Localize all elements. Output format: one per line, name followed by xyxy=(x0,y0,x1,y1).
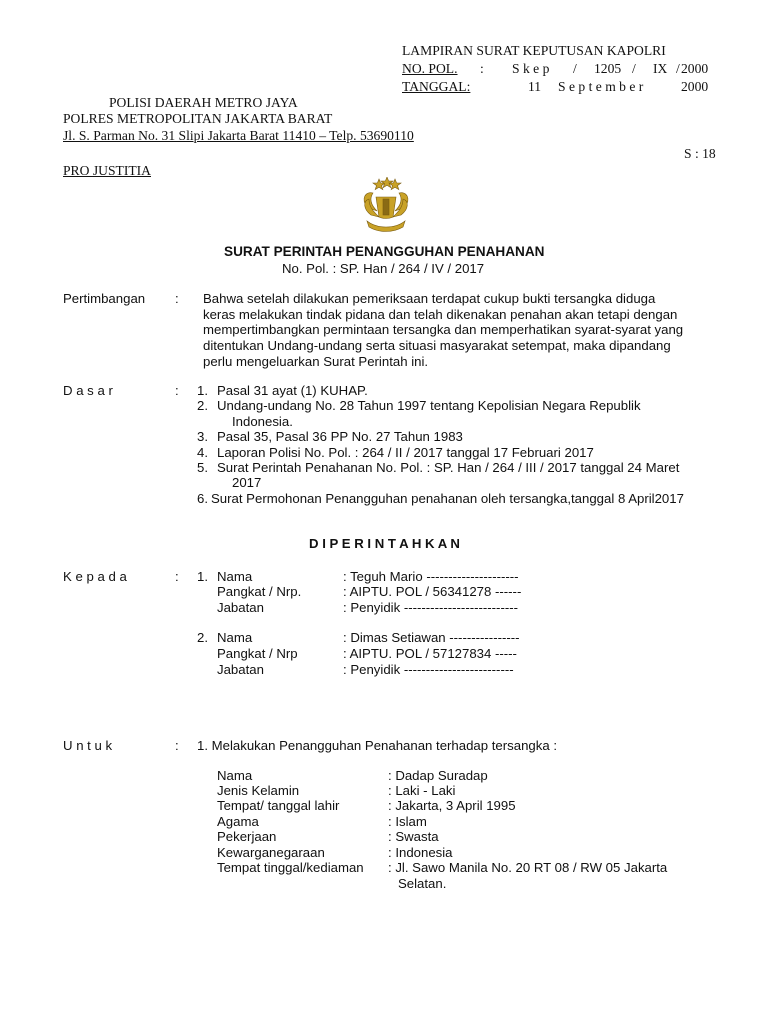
dasar-item-text: Pasal 35, Pasal 36 PP No. 27 Tahun 1983 xyxy=(217,429,463,444)
officer-pangkat-label: Pangkat / Nrp. xyxy=(217,584,302,599)
pertimbangan-line: ditentukan Undang-undang serta situasi masyarakat setempat, maka dipandang xyxy=(203,338,671,353)
suspect-value: : Jl. Sawo Manila No. 20 RT 08 / RW 05 Jakarta xyxy=(388,860,668,875)
dasar-item-text: Surat Permohonan Penangguhan penahanan oleh tersangka,tanggal 8 April2017 xyxy=(211,491,684,506)
lampiran-no-month: IX xyxy=(653,61,668,76)
dasar-item-num: 5. xyxy=(197,460,208,475)
dasar-item-num: 6. xyxy=(197,491,208,506)
officer-jabatan-value: : Penyidik -------------------------- xyxy=(343,600,519,615)
suspect-label: Agama xyxy=(217,814,259,829)
police-emblem-icon xyxy=(359,177,413,233)
suspect-value: : Islam xyxy=(388,814,427,829)
suspect-label: Tempat tinggal/kediaman xyxy=(217,860,364,875)
lampiran-no-slash: / xyxy=(573,61,577,76)
dasar-item-text: Laporan Polisi No. Pol. : 264 / II / 2017 tanggal 17 Februari 2017 xyxy=(217,445,594,460)
lampiran-no-number: 1205 xyxy=(594,61,622,76)
lampiran-tanggal-month: S e p t e m b e r xyxy=(558,79,644,94)
suspect-label: Tempat/ tanggal lahir xyxy=(217,798,340,813)
officer-num: 1. xyxy=(197,569,208,584)
suspect-label: Nama xyxy=(217,768,253,783)
officer-nama-value: : Dimas Setiawan ---------------- xyxy=(343,630,520,645)
lampiran-tanggal-row xyxy=(402,79,713,95)
suspect-value: : Laki - Laki xyxy=(388,783,456,798)
lampiran-no-slash: / xyxy=(632,61,636,76)
lampiran-no-skep: S k e p xyxy=(512,61,550,76)
kepada-label: K e p a d a xyxy=(63,569,127,584)
dasar-colon: : xyxy=(175,383,179,398)
officer-nama-label: Nama xyxy=(217,630,253,645)
officer-pangkat-value: : AIPTU. POL / 57127834 ----- xyxy=(343,646,517,661)
officer-jabatan-label: Jabatan xyxy=(217,600,264,615)
form-code: S : 18 xyxy=(684,146,716,161)
suspect-value: : Jakarta, 3 April 1995 xyxy=(388,798,516,813)
diperintahkan-heading: D I P E R I N T A H K A N xyxy=(309,536,460,551)
pertimbangan-line: perlu mengeluarkan Surat Perintah ini. xyxy=(203,354,429,369)
dasar-item-text: Pasal 31 ayat (1) KUHAP. xyxy=(217,383,368,398)
dasar-item-text: Indonesia. xyxy=(232,414,293,429)
kepada-colon: : xyxy=(175,569,179,584)
dasar-item-num: 1. xyxy=(197,383,208,398)
untuk-label: U n t u k xyxy=(63,738,113,753)
officer-pangkat-value: : AIPTU. POL / 56341278 ------ xyxy=(343,584,522,599)
dasar-item-text: Undang-undang No. 28 Tahun 1997 tentang Kepolisian Negara Republik xyxy=(217,398,641,413)
lampiran-tanggal-year: 2000 xyxy=(681,79,709,94)
officer-pangkat-label: Pangkat / Nrp xyxy=(217,646,298,661)
lampiran-no-row xyxy=(402,61,713,77)
dasar-item-num: 3. xyxy=(197,429,208,444)
dasar-item-num: 4. xyxy=(197,445,208,460)
officer-num: 2. xyxy=(197,630,208,645)
officer-nama-label: Nama xyxy=(217,569,253,584)
pertimbangan-line: Bahwa setelah dilakukan pemeriksaan terdapat cukup bukti tersangka diduga xyxy=(203,291,656,306)
lampiran-tanggal-day: 11 xyxy=(528,79,542,94)
pertimbangan-colon: : xyxy=(175,291,179,306)
suspect-address-cont: Selatan. xyxy=(398,876,447,891)
suspect-value: : Indonesia xyxy=(388,845,453,860)
dasar-label: D a s a r xyxy=(63,383,113,398)
pertimbangan-line: keras melakukan tindak pidana dan telah dikenakan penahan akan tetapi dengan xyxy=(203,307,678,322)
untuk-item1: 1. Melakukan Penangguhan Penahanan terhadap tersangka : xyxy=(197,738,558,753)
lampiran-no-colon: : xyxy=(480,61,484,76)
suspect-value: : Dadap Suradap xyxy=(388,768,488,783)
suspect-label: Pekerjaan xyxy=(217,829,277,844)
dasar-item-text: 2017 xyxy=(232,475,262,490)
dasar-item-num: 2. xyxy=(197,398,208,413)
lampiran-no-label: NO. POL. xyxy=(402,61,458,76)
officer-jabatan-value: : Penyidik ------------------------- xyxy=(343,662,514,677)
officer-jabatan-label: Jabatan xyxy=(217,662,264,677)
suspect-label: Kewarganegaraan xyxy=(217,845,325,860)
pertimbangan-line: mempertimbangkan permintaan tersangka dan memperhatikan syarat-syarat yang xyxy=(203,322,684,337)
lampiran-tanggal-label: TANGGAL: xyxy=(402,79,471,94)
lampiran-no-slash: / xyxy=(676,61,680,76)
header-line3: Jl. S. Parman No. 31 Slipi Jakarta Barat 11410 – Telp. 53690110 xyxy=(63,128,414,143)
suspect-value: : Swasta xyxy=(388,829,439,844)
suspect-label: Jenis Kelamin xyxy=(217,783,300,798)
pro-justitia: PRO JUSTITIA xyxy=(63,163,151,178)
header-line1: POLISI DAERAH METRO JAYA xyxy=(109,95,298,110)
header-line2: POLRES METROPOLITAN JAKARTA BARAT xyxy=(63,111,333,126)
pertimbangan-label: Pertimbangan xyxy=(63,291,146,306)
untuk-colon: : xyxy=(175,738,179,753)
dasar-item-text: Surat Perintah Penahanan No. Pol. : SP. Han / 264 / III / 2017 tanggal 24 Maret xyxy=(217,460,680,475)
document-number: No. Pol. : SP. Han / 264 / IV / 2017 xyxy=(282,261,485,276)
lampiran-title: LAMPIRAN SURAT KEPUTUSAN KAPOLRI xyxy=(402,43,666,58)
officer-nama-value: : Teguh Mario --------------------- xyxy=(343,569,519,584)
lampiran-no-year: 2000 xyxy=(681,61,709,76)
document-title: SURAT PERINTAH PENANGGUHAN PENAHANAN xyxy=(224,244,545,259)
